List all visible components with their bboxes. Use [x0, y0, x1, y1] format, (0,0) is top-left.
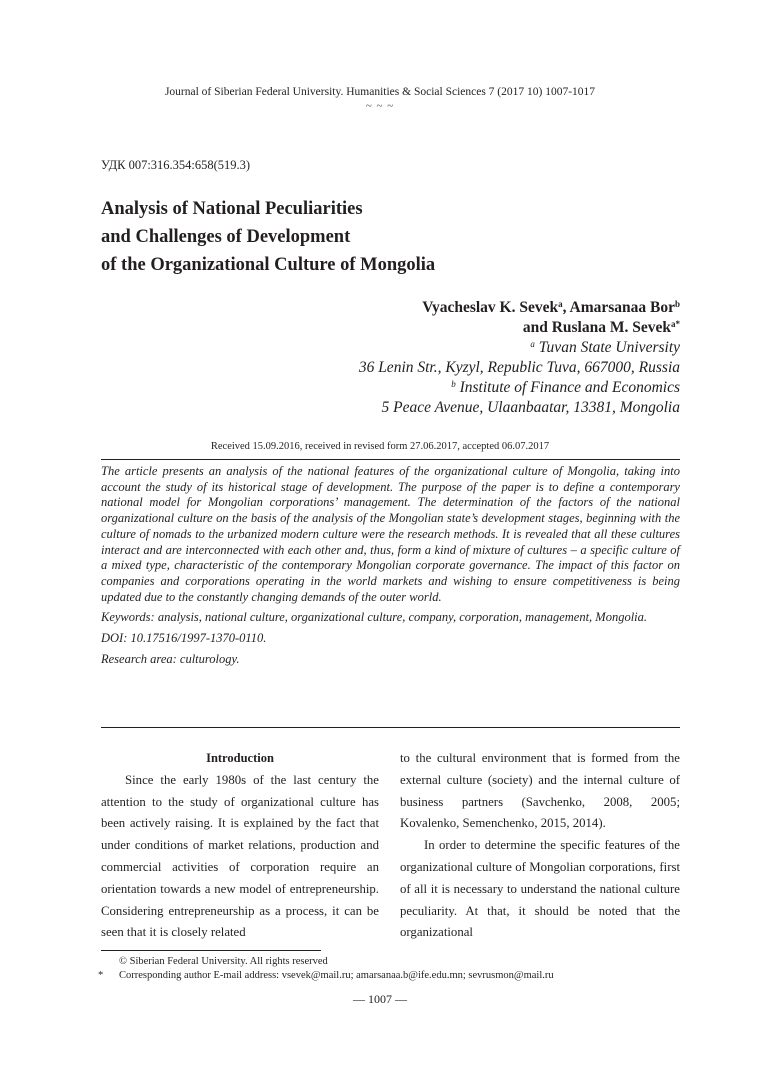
abstract-bottom-rule	[101, 727, 680, 728]
body-paragraph: to the cultural environment that is formed from the external culture (society) and the internal culture of business partners (Savchenko, 2008, 2005; Kovalenko, Semenchenko, 2015, 2014).	[400, 751, 680, 831]
body-column-right	[400, 748, 680, 944]
doi: DOI: 10.17516/1997-1370-0110.	[101, 631, 267, 646]
section-heading: Introduction	[206, 751, 274, 765]
corresponding-note	[98, 969, 554, 983]
affiliation-mark: a*	[671, 319, 680, 329]
affiliation-address: 36 Lenin Str., Kyzyl, Republic Tuva, 667000, Russia	[358, 359, 680, 376]
affiliation-b	[359, 378, 680, 398]
body-paragraph: Since the early 1980s of the last century the attention to the study of organizational culture has been actively raising. It is explained by the fact that under conditions of market relations, production and commercial activities of corporation require an orientation towards a new model of entrepreneurship. Considering entrepreneurship as a process, it can be seen that it is closely related	[101, 772, 379, 940]
udk-code: УДК 007:316.354:658(519.3)	[101, 158, 251, 172]
author-block	[359, 298, 680, 418]
received-dates: Received 15.09.2016, received in revised form 27.06.2017, accepted 06.07.2017	[210, 441, 550, 452]
footnotes	[98, 955, 554, 982]
body-column-left	[101, 748, 379, 944]
body-paragraph: In order to determine the specific features of the organizational culture of Mongolian corporations, first of all it is necessary to understand the national culture peculiarity. At that, it should be noted that the organizational	[400, 838, 680, 940]
title-line: Analysis of National Peculiarities	[101, 199, 363, 219]
affiliation-name: Institute of Finance and Economics	[459, 379, 680, 396]
abstract-text: The article presents an analysis of the national features of the organizational culture of Mongolia, taking into account the study of its historical stage of development. The purpose of the paper is to define a contemporary national model for Mongolian corporations’ management. The determination of the factors of the national organizational culture on the basis of the analysis of the Mongolian state’s development stages, beginning with the culture of nomads to the urbanized modern culture were the research methods. It is revealed that all these cultures interact and are interconnected with each other and, thus, form a kind of mixture of cultures – a specific culture of a mixed type, characteristic of the contemporary Mongolian corporate governance. The impact of this factor on companies and corporations operating in the world markets and wishing to ensure competitiveness is being updated due to the constantly changing demands of the outer world.	[101, 464, 680, 604]
abstract-top-rule	[101, 459, 680, 460]
affiliation-mark: a	[558, 299, 563, 309]
copyright-note: © Siberian Federal University. All rights reserved	[119, 956, 328, 967]
author-name: , Amarsanaa Bor	[562, 299, 675, 316]
footnote-mark: *	[98, 969, 104, 981]
page-number: — 1007 —	[353, 992, 407, 1006]
title-line: of the Organizational Culture of Mongolia	[101, 255, 436, 275]
research-area: Research area: culturology.	[101, 651, 240, 666]
affiliation-address: 5 Peace Avenue, Ulaanbaatar, 13381, Mongolia	[381, 399, 680, 416]
title-line: and Challenges of Development	[101, 227, 351, 247]
affiliation-mark: b	[674, 299, 680, 309]
keywords: Keywords: analysis, national culture, organizational culture, company, corporation, management, Mongolia.	[101, 610, 648, 625]
journal-header: Journal of Siberian Federal University. Humanities & Social Sciences 7 (2017 10) 1007-1017	[164, 86, 596, 98]
paper-title	[101, 195, 435, 279]
author-line	[359, 318, 680, 338]
affiliation-a	[359, 338, 680, 358]
affiliation-mark: a	[530, 339, 535, 349]
abstract-block	[101, 464, 680, 672]
author-line	[359, 298, 680, 318]
footnote-rule	[101, 950, 321, 951]
corresponding-text: Corresponding author E-mail address: vsevek@mail.ru; amarsanaa.b@ife.edu.mn; sevrusmon@mail.ru	[119, 969, 554, 981]
author-name: Vyacheslav K. Sevek	[422, 299, 559, 316]
header-separator: ~ ~ ~	[365, 100, 395, 112]
author-name: and Ruslana M. Sevek	[522, 319, 671, 336]
affiliation-mark: b	[451, 379, 456, 389]
affiliation-name: Tuvan State University	[538, 339, 680, 356]
